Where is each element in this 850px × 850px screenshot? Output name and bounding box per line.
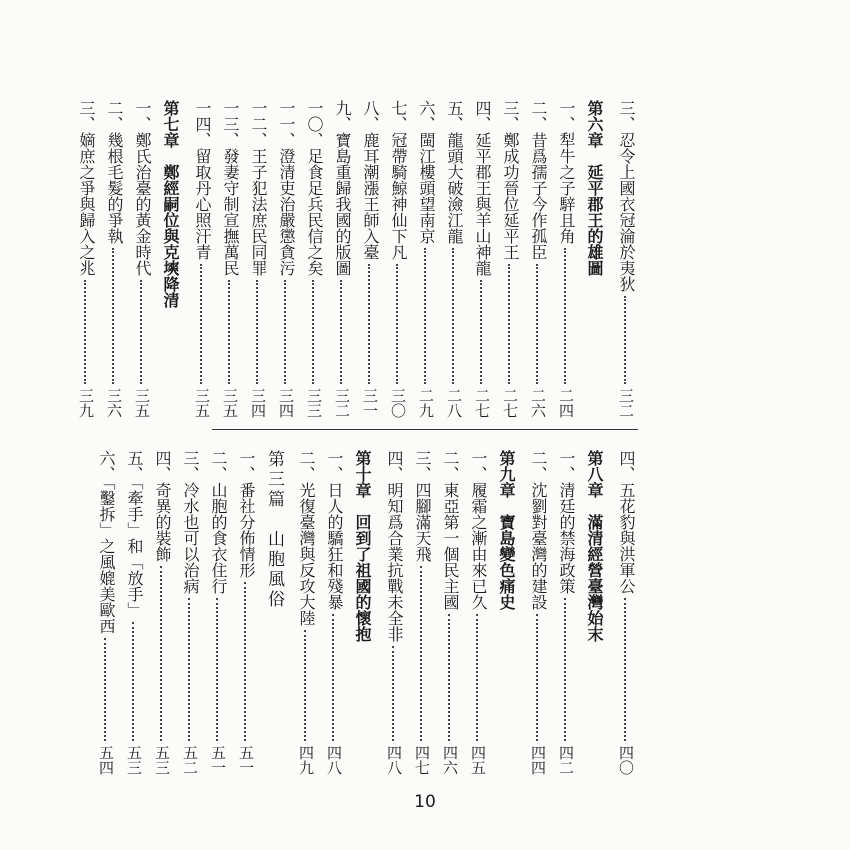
dot-leader <box>312 280 316 384</box>
part-heading <box>262 450 286 775</box>
chapter-heading <box>494 450 518 775</box>
dot-leader <box>112 248 116 384</box>
dot-leader <box>536 614 540 741</box>
dot-leader <box>396 264 400 384</box>
toc-entry-title: 一、鄭氏治臺的黃金時代 <box>133 100 152 276</box>
toc-entry-title: 一三、發妻守制宣撫萬民 <box>221 100 240 276</box>
toc-entry-title: 三、四腳滿天飛 <box>413 450 432 562</box>
toc-entry <box>442 100 466 418</box>
heading-title: 第六章 延平郡王的雄圖 <box>585 100 604 276</box>
toc-entry-title: 五、龍頭大破澰江龍 <box>445 100 464 244</box>
heading-title: 第八章 滿清經營臺灣始末 <box>585 450 604 642</box>
toc-entry-page: 三五 <box>133 388 151 418</box>
toc-entry <box>438 450 462 775</box>
dot-leader <box>476 614 480 741</box>
toc-entry-page: 四六 <box>441 745 459 775</box>
toc-entry-page: 五三 <box>153 745 171 775</box>
toc-entry-title: 一、番社分佈情形 <box>237 450 256 578</box>
dot-leader <box>200 264 204 384</box>
toc-entry-title: 三、忍令上國衣冠淪於夷狄 <box>617 100 636 292</box>
toc-entry-page: 二八 <box>445 388 463 418</box>
toc-entry-title: 六、閩江樓頭望南京 <box>417 100 436 244</box>
toc-entry-title: 三、嫡庶之爭與歸入之兆 <box>77 100 96 276</box>
toc-entry <box>178 450 202 775</box>
toc-entry <box>614 100 638 418</box>
dot-leader <box>392 646 396 741</box>
toc-entry <box>470 100 494 418</box>
toc-entry-page: 五四 <box>97 745 115 775</box>
toc-entry-page: 三二 <box>333 388 351 418</box>
dot-leader <box>132 622 136 741</box>
toc-entry-title: 二、昔爲孺子今作孤臣 <box>529 100 548 260</box>
toc-entry <box>526 450 550 775</box>
dot-leader <box>244 582 248 741</box>
dot-leader <box>340 280 344 384</box>
toc-entry <box>206 450 230 775</box>
toc-entry <box>382 450 406 775</box>
toc-entry-title: 八、鹿耳潮漲王師入臺 <box>361 100 380 260</box>
toc-entry <box>218 100 242 418</box>
toc-entry <box>554 100 578 418</box>
dot-leader <box>480 280 484 384</box>
toc-entry-page: 三五 <box>221 388 239 418</box>
heading-title: 第三篇 山胞風俗 <box>264 450 284 610</box>
toc-entry <box>526 100 550 418</box>
dot-leader <box>424 248 428 384</box>
toc-entry <box>122 450 146 775</box>
section-divider <box>212 429 638 430</box>
toc-entry-page: 三六 <box>105 388 123 418</box>
toc-entry <box>274 100 298 418</box>
dot-leader <box>160 566 164 741</box>
toc-entry-title: 九、寶島重歸我國的版圖 <box>333 100 352 276</box>
dot-leader <box>188 598 192 741</box>
toc-entry <box>358 100 382 418</box>
toc-entry-page: 三三 <box>305 388 323 418</box>
dot-leader <box>228 280 232 384</box>
toc-entry <box>294 450 318 775</box>
toc-entry-title: 二、山胞的食衣住行 <box>209 450 228 594</box>
toc-entry-title: 一一、澄清吏治嚴懲貪污 <box>277 100 296 276</box>
toc-entry <box>302 100 326 418</box>
toc-entry-page: 三五 <box>193 388 211 418</box>
dot-leader <box>368 264 372 384</box>
toc-entry <box>94 450 118 775</box>
toc-entry <box>322 450 346 775</box>
toc-entry-page: 四四 <box>529 745 547 775</box>
toc-entry-title: 四、延平郡王與羊山神龍 <box>473 100 492 276</box>
toc-entry <box>74 100 98 418</box>
toc-entry <box>330 100 354 418</box>
toc-entry-page: 四九 <box>297 745 315 775</box>
page-number: 10 <box>414 792 436 812</box>
toc-entry-title: 一二、王子犯法庶民同罪 <box>249 100 268 276</box>
toc-entry-title: 一〇、足食足兵民信之矣 <box>305 100 324 276</box>
dot-leader <box>536 264 540 384</box>
chapter-heading <box>158 100 182 418</box>
toc-entry-page: 四七 <box>413 745 431 775</box>
dot-leader <box>624 296 628 384</box>
chapter-heading <box>582 100 606 418</box>
dot-leader <box>104 638 108 741</box>
toc-entry-page: 三一 <box>361 388 379 418</box>
toc-entry <box>466 450 490 775</box>
toc-entry <box>498 100 522 418</box>
toc-entry-title: 一、日人的驕狂和殘暴 <box>325 450 344 610</box>
toc-entry-page: 二七 <box>473 388 491 418</box>
toc-entry-title: 四、奇異的裝飾 <box>153 450 172 562</box>
heading-title: 第九章 寶島變色痛史 <box>497 450 516 610</box>
toc-entry <box>414 100 438 418</box>
toc-entry-page: 三〇 <box>389 388 407 418</box>
toc-entry-title: 一、履霜之漸由來已久 <box>469 450 488 610</box>
toc-entry-page: 四八 <box>325 745 343 775</box>
toc-entry-title: 七、冠帶騎鯨神仙下凡 <box>389 100 408 260</box>
toc-entry-page: 五一 <box>237 745 255 775</box>
toc-entry-page: 四五 <box>469 745 487 775</box>
toc-entry-page: 三二 <box>617 388 635 418</box>
heading-title: 第七章 鄭經嗣位與克塽降清 <box>161 100 180 308</box>
dot-leader <box>216 598 220 741</box>
toc-entry <box>614 450 638 775</box>
toc-entry-page: 五二 <box>181 745 199 775</box>
toc-entry-page: 三九 <box>77 388 95 418</box>
toc-entry-page: 二七 <box>501 388 519 418</box>
toc-entry-title: 五、「牽手」和「放手」 <box>125 450 144 618</box>
toc-entry-page: 五一 <box>209 745 227 775</box>
toc-entry <box>130 100 154 418</box>
toc-entry-page: 四八 <box>385 745 403 775</box>
toc-top-section <box>77 100 640 418</box>
dot-leader <box>564 598 568 741</box>
toc-entry-page: 三四 <box>249 388 267 418</box>
toc-entry <box>150 450 174 775</box>
chapter-heading <box>350 450 374 775</box>
toc-entry-title: 一、清廷的禁海政策 <box>557 450 576 594</box>
dot-leader <box>420 566 424 741</box>
toc-entry-page: 四〇 <box>617 745 635 775</box>
toc-entry <box>102 100 126 418</box>
dot-leader <box>304 630 308 741</box>
toc-entry-title: 二、幾根毛髮的爭執 <box>105 100 124 244</box>
toc-entry-title: 六、「鑿拆」之風媲美歐西 <box>97 450 116 634</box>
dot-leader <box>448 614 452 741</box>
toc-entry-title: 三、冷水也可以治病 <box>181 450 200 594</box>
dot-leader <box>284 280 288 384</box>
toc-entry-title: 二、東亞第一個民主國 <box>441 450 460 610</box>
dot-leader <box>564 248 568 384</box>
toc-entry <box>246 100 270 418</box>
toc-entry-title: 三、鄭成功晉位延平王 <box>501 100 520 260</box>
toc-entry <box>386 100 410 418</box>
toc-entry-title: 一四、留取丹心照汗青 <box>193 100 212 260</box>
toc-entry <box>234 450 258 775</box>
toc-entry-page: 二九 <box>417 388 435 418</box>
toc-entry-title: 四、明知爲合業抗戰未全非 <box>385 450 404 642</box>
dot-leader <box>452 248 456 384</box>
toc-entry-title: 二、沈劉對臺灣的建設 <box>529 450 548 610</box>
dot-leader <box>140 280 144 384</box>
chapter-heading <box>582 450 606 775</box>
toc-bottom-section <box>97 450 640 775</box>
dot-leader <box>256 280 260 384</box>
toc-entry-title: 一、犁牛之子騂且角 <box>557 100 576 244</box>
dot-leader <box>624 598 628 741</box>
dot-leader <box>84 280 88 384</box>
toc-entry <box>554 450 578 775</box>
toc-entry-page: 五三 <box>125 745 143 775</box>
heading-title: 第十章 回到了祖國的懷抱 <box>353 450 372 642</box>
toc-entry-title: 二、光復臺灣與反攻大陸 <box>297 450 316 626</box>
dot-leader <box>332 614 336 741</box>
toc-entry-page: 四二 <box>557 745 575 775</box>
toc-entry <box>190 100 214 418</box>
toc-entry-page: 二四 <box>557 388 575 418</box>
toc-entry-page: 二六 <box>529 388 547 418</box>
toc-entry-title: 四、五花豹與洪軍公 <box>617 450 636 594</box>
dot-leader <box>508 264 512 384</box>
toc-entry <box>410 450 434 775</box>
toc-entry-page: 三四 <box>277 388 295 418</box>
